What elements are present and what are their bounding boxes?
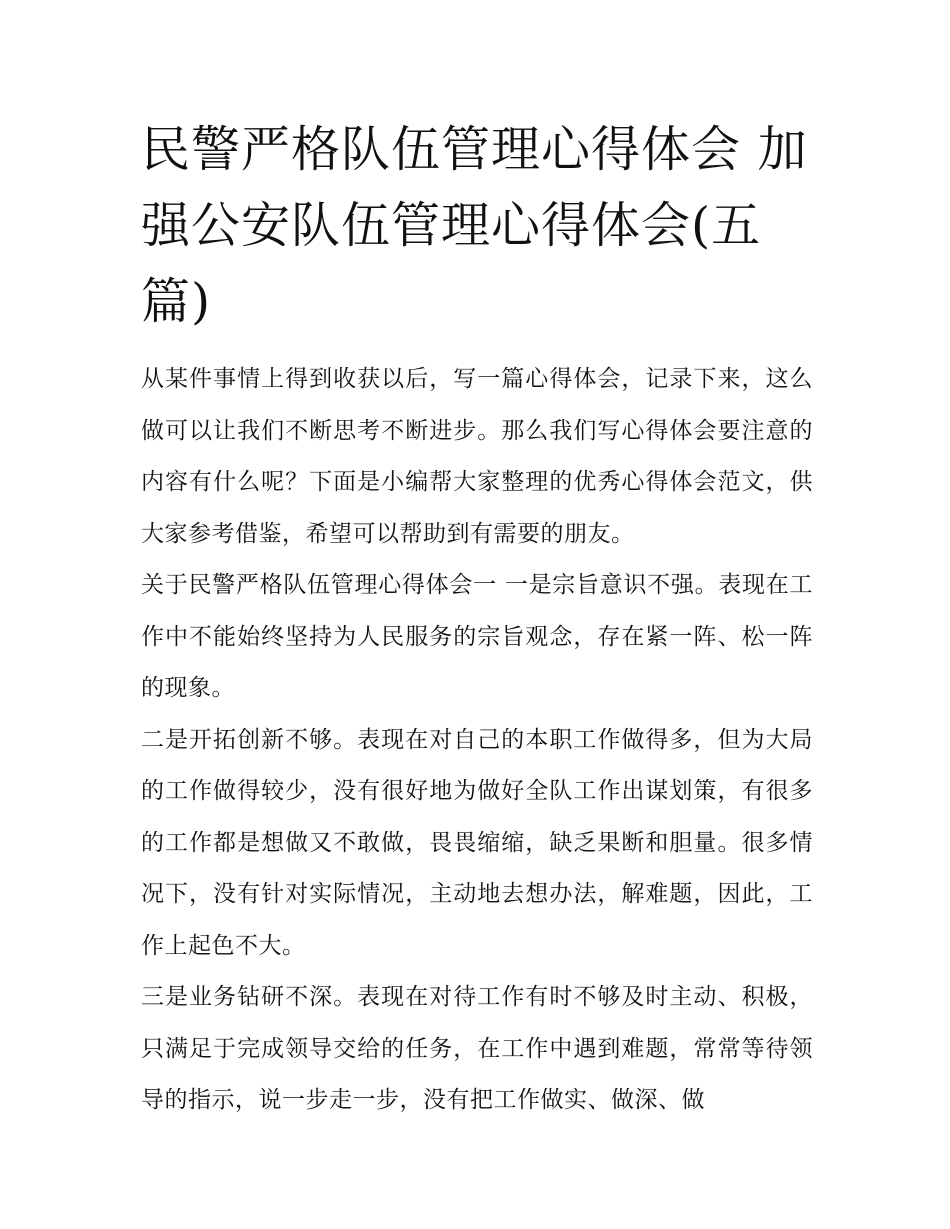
document-title: 民警严格队伍管理心得体会 加强公安队伍管理心得体会(五篇): [141, 121, 808, 330]
paragraph-one: 关于民警严格队伍管理心得体会一 一是宗旨意识不强。表现在工作中不能始终坚持为人民服务的宗旨观念，存在紧一阵、松一阵的现象。: [141, 572, 813, 701]
paragraph-two: 二是开拓创新不够。表现在对自己的本职工作做得多，但为大局的工作做得较少，没有很好地为做好全队工作出谋划策，有很多的工作都是想做又不敢做，畏畏缩缩，缺乏果断和胆量。很多情况下，没有针对实际情况，主动地去想办法，解难题，因此，工作上起色不大。: [141, 726, 813, 959]
paragraph-three: 三是业务钻研不深。表现在对待工作有时不够及时主动、积极，只满足于完成领导交给的任务，在工作中遇到难题，常常等待领导的指示，说一步走一步，没有把工作做实、做深、做: [141, 984, 813, 1113]
paragraph-intro: 从某件事情上得到收获以后，写一篇心得体会，记录下来，这么做可以让我们不断思考不断进步。那么我们写心得体会要注意的内容有什么呢？下面是小编帮大家整理的优秀心得体会范文，供大家参考借鉴，希望可以帮助到有需要的朋友。: [141, 366, 813, 547]
document-page: [141, 112, 813, 1127]
document-body: [141, 354, 813, 1127]
